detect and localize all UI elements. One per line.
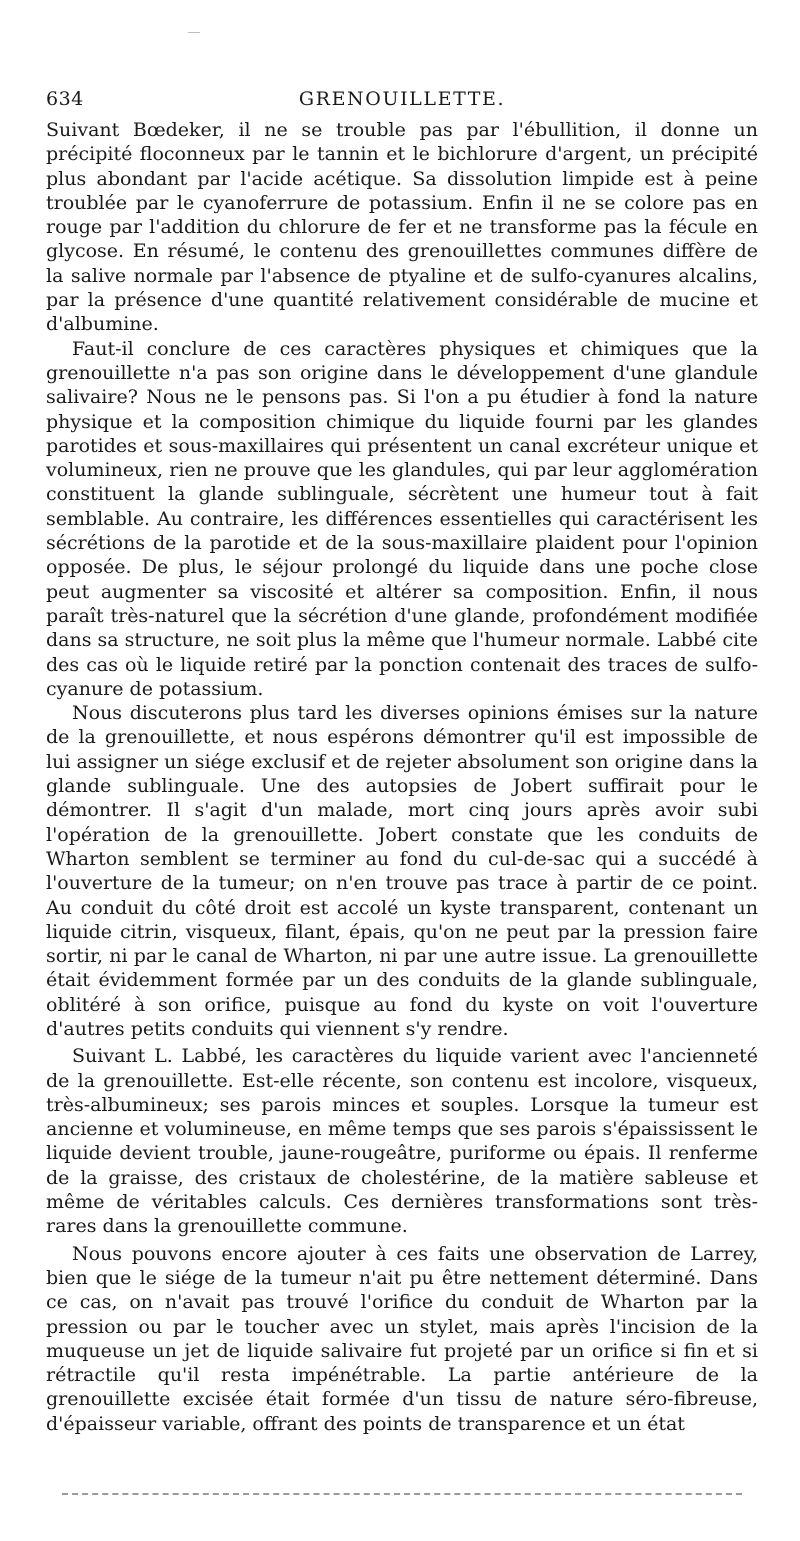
paragraph: Nous pouvons encore ajouter à ces faits une observation de Larrey, bien que le siége de la tumeur n'ait pu être nettement déterminé. Dans ce cas, on n'avait pas trouvé l'orifice du conduit de Wharton par la pression ou par le toucher avec un stylet, mais après l'incision de la muqueuse un jet de liquide salivaire fut projeté par un orifice si fin et si rétractile qu'il resta impénétrable. La partie antérieure de la grenouillette excisée était formée d'un tissu de nature séro-fibreuse, d'épaisseur variable, offrant des points de transparence et un état (46, 1242, 758, 1435)
paragraph: Suivant Bœdeker, il ne se trouble pas par l'ébullition, il donne un précipité floconneux par le tannin et le bichlorure d'argent, un précipité plus abondant par l'acide acétique. Sa dissolution limpide est à peine troublée par le cyanoferrure de potassium. Enfin il ne se colore pas en rouge par l'addition du chlorure de fer et ne transforme pas la fécule en glycose. En résumé, le contenu des grenouillettes communes diffère de la salive normale par l'absence de ptyaline et de sulfo-cyanures alcalins, par la présence d'une quantité relativement considérable de mucine et d'albumine. (46, 119, 758, 336)
page-header (46, 88, 758, 114)
scan-mark (188, 32, 200, 33)
paragraph: Faut-il conclure de ces caractères physiques et chimiques que la grenouillette n'a pas son origine dans le développement d'une glandule salivaire? Nous ne le pensons pas. Si l'on a pu étudier à fond la nature physique et la composition chimique du liquide fourni par les glandes parotides et sous-maxillaires qui présentent un canal excréteur unique et volumineux, rien ne prouve que les glandules, qui par leur agglomération constituent la glande sublinguale, sécrètent une humeur tout à fait semblable. Au contraire, les différences essentielles qui caractérisent les sécrétions de la parotide et de la sous-maxillaire plaident pour l'opinion opposée. De plus, le séjour prolongé du liquide dans une poche close peut augmenter sa viscosité et altérer sa composition. Enfin, il nous paraît très-naturel que la sécrétion d'une glande, profondément modifiée dans sa structure, ne soit plus la même que l'humeur normale. Labbé cite des cas où le liquide retiré par la ponction contenait des traces de sulfo-cyanure de potassium. (46, 337, 758, 700)
body-text (46, 118, 758, 1436)
paragraph: Nous discuterons plus tard les diverses opinions émises sur la nature de la grenouillette, et nous espérons démontrer qu'il est impossible de lui assigner un siége exclusif et de rejeter absolument son origine dans la glande sublinguale. Une des autopsies de Jobert suffirait pour le démontrer. Il s'agit d'un malade, mort cinq jours après avoir subi l'opération de la grenouillette. Jobert constate que les conduits de Wharton semblent se terminer au fond du cul-de-sac qui a succédé à l'ouverture de la tumeur; on n'en trouve pas trace à partir de ce point. Au conduit du côté droit est accolé un kyste transparent, contenant un liquide citrin, visqueux, filant, épais, qu'on ne peut par la pression faire sortir, ni par le canal de Wharton, ni par une autre issue. La grenouillette était évidemment formée par un des conduits de la glande sublinguale, oblitéré à son orifice, puisque au fond du kyste on voit l'ouverture d'autres petits conduits qui viennent s'y rendre. (46, 702, 758, 1040)
page-number: 634 (46, 88, 84, 110)
paragraph: Suivant L. Labbé, les caractères du liquide varient avec l'ancienneté de la grenouillette. Est-elle récente, son contenu est incolore, visqueux, très-albumineux; ses parois minces et souples. Lorsque la tumeur est ancienne et volumineuse, en même temps que ses parois s'épaississent le liquide devient trouble, jaune-rougeâtre, puriforme ou épais. Il renferme de la graisse, des cristaux de cholestérine, de la matière sableuse et même de véritables calculs. Ces dernières transformations sont très-rares dans la grenouillette commune. (46, 1045, 758, 1238)
footer-rule (62, 1493, 742, 1495)
running-title: GRENOUILLETTE. (298, 88, 506, 110)
